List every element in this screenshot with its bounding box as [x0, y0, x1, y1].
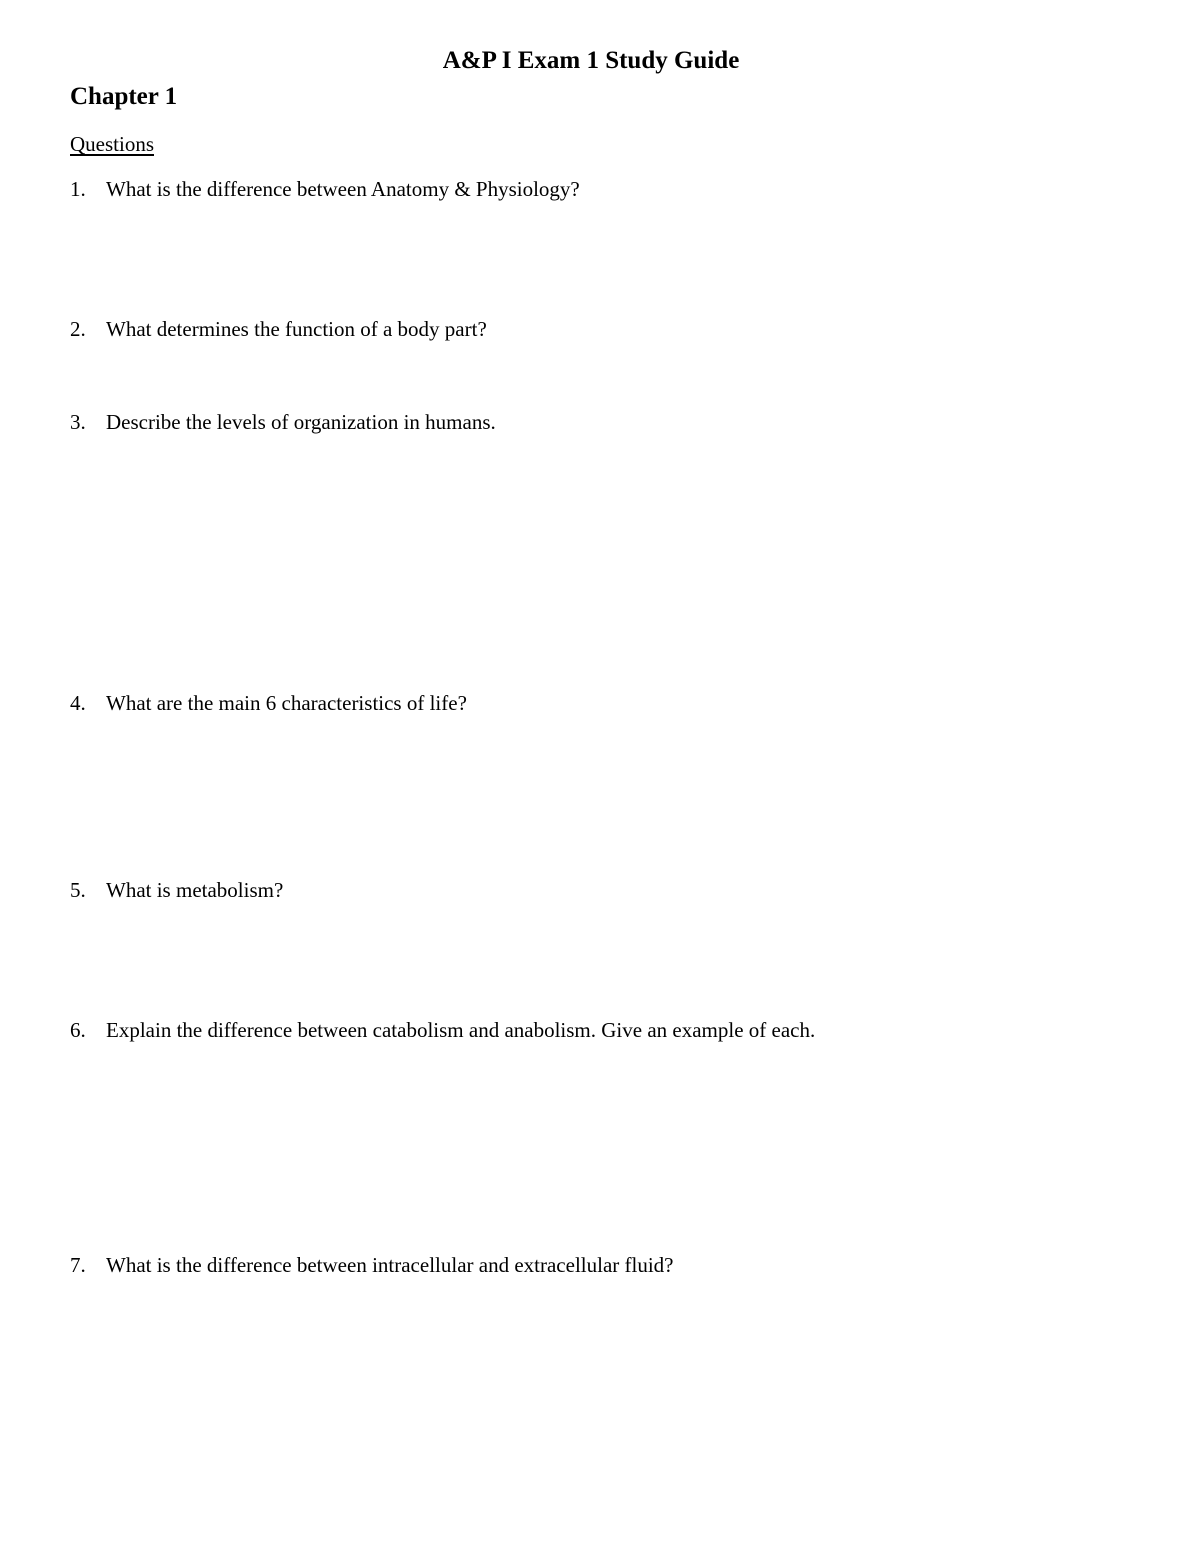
document-title: A&P I Exam 1 Study Guide: [442, 47, 740, 74]
question-2: [70, 316, 487, 342]
question-number: 6.: [70, 1018, 86, 1042]
question-text: Describe the levels of organization in humans.: [106, 410, 496, 434]
question-7: [70, 1252, 674, 1278]
question-number: 1.: [70, 177, 86, 201]
question-1: [70, 176, 580, 202]
question-text: What are the main 6 characteristics of life?: [106, 691, 467, 715]
question-text: Explain the difference between catabolism and anabolism. Give an example of each.: [106, 1018, 816, 1042]
question-text: What determines the function of a body part?: [106, 317, 487, 341]
question-4: [70, 690, 467, 716]
question-text: What is the difference between intracellular and extracellular fluid?: [106, 1253, 674, 1277]
question-number: 3.: [70, 410, 86, 434]
question-6: [70, 1017, 815, 1043]
questions-label: Questions: [70, 132, 154, 156]
question-number: 7.: [70, 1253, 86, 1277]
question-3: [70, 409, 496, 435]
question-5: [70, 877, 283, 903]
question-number: 5.: [70, 878, 86, 902]
question-number: 4.: [70, 691, 86, 715]
question-number: 2.: [70, 317, 86, 341]
chapter-heading: Chapter 1: [70, 83, 178, 110]
question-text: What is metabolism?: [106, 878, 284, 902]
question-text: What is the difference between Anatomy & Physiology?: [106, 177, 580, 201]
